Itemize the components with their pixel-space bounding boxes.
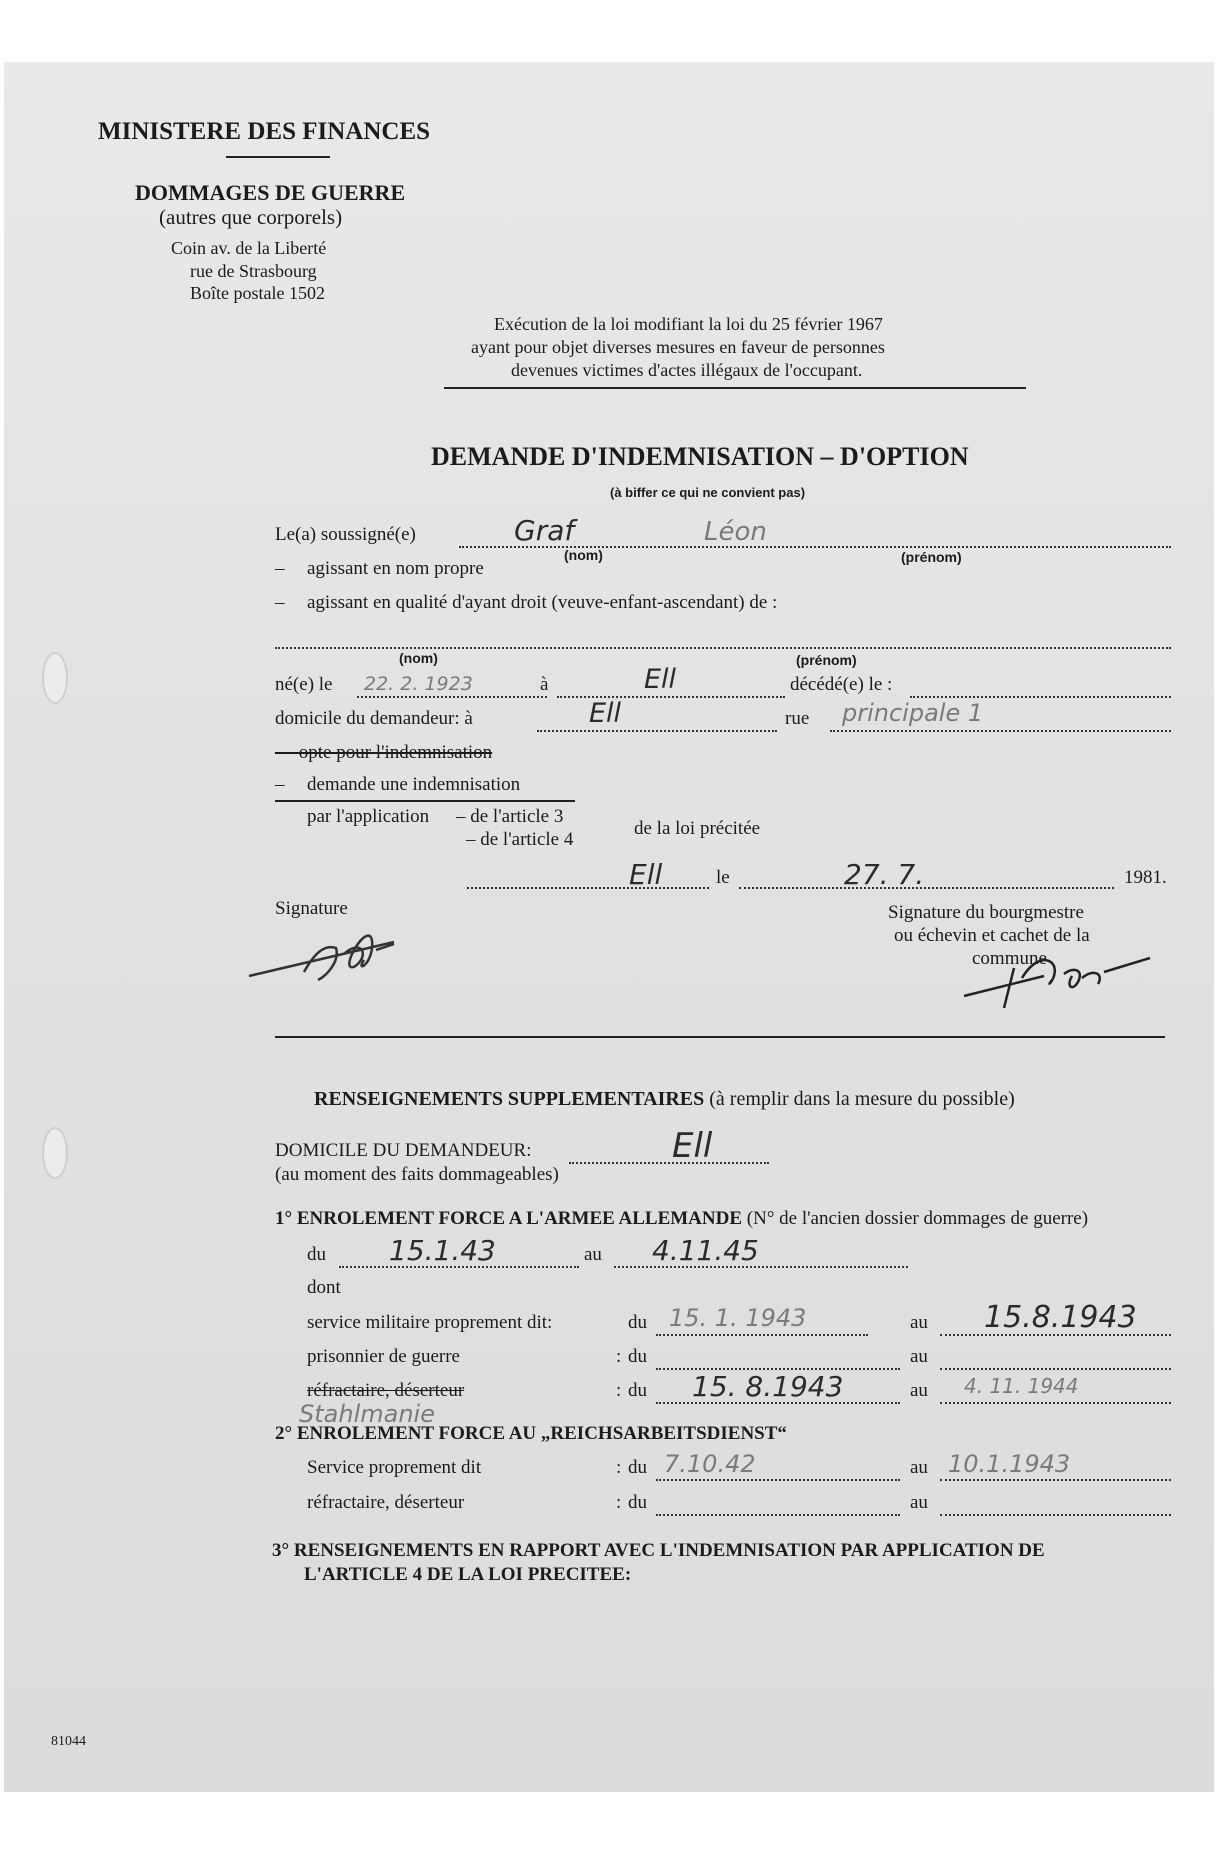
domicile-label: domicile du demandeur: à (275, 708, 473, 729)
domicile-value: Ell (589, 698, 622, 729)
ministry-title: MINISTERE DES FINANCES (98, 118, 431, 145)
section-3-title-1: RENSEIGNEMENTS EN RAPPORT AVEC L'INDEMNISATION PAR APPLICATION DE (293, 1540, 1045, 1561)
option-rightful-claimant: agissant en qualité d'ayant droit (veuve-enfant-ascendant) de : (307, 592, 778, 613)
form-title: DEMANDE D'INDEMNISATION – D'OPTION (431, 442, 969, 471)
domicile-line (537, 730, 777, 732)
rad-label: Service proprement dit (307, 1457, 482, 1478)
article-4: – de l'article 4 (466, 829, 574, 850)
option-struck: – opte pour l'indemnisation (275, 742, 493, 763)
mayor-label: commune (972, 948, 1047, 969)
born-date-line (357, 696, 547, 698)
military-du: du (628, 1312, 647, 1333)
rad-au: au (910, 1457, 928, 1478)
rad-deserter-to-line (940, 1514, 1171, 1516)
rad-deserter-label: réfractaire, déserteur (307, 1492, 465, 1513)
form-page: MINISTERE DES FINANCES DOMMAGES DE GUERRE (autres que corporels) Coin av. de la Liberté rue de Strasbourg Boîte postale 1502 Exécution de la loi modifiant la loi du 25 février 1967 ayant pour objet diverses mesures en faveur de personnes devenues victimes d'actes illégaux de l'occupant. DEMANDE D'INDEMNISATION – D'OPTION (à biffer ce qui ne convient pas) Le(a) soussigné(e) Graf Léon (nom) (prénom) – agissant en nom propre – agissant en qualité d'ayant droit (veuve-enfant-ascendant) de : (nom) (prénom) né(e) le 22. 2. 1923 à Ell décédé(e) le : domicile du demandeur: à Ell rue principale 1 – opte pour l'indemnisation – demande une indemnisation par l'application – de l'article 3 – de l'article 4 de la loi précitée Ell le 27. 7. 1981. Signature Signature du bourgmestre ou échevin et cachet de la commune RENSEIGNEMENTS SUPPLEMENTAIRES (à remplir dans la mesure du possible) DOMICILE DU DEMANDEUR: Ell (au moment des faits dommageables) 1° ENROLEMENT FORCE A L'ARMEE ALLEMANDE (N° de l'ancien dossier dommages de guerre) du 15.1.43 au 4.11.45 dont service militaire proprement dit: du 15. 1. 1943 au 15.8.1943 prisonnier de guerre : du au réfractaire, déserteur : du 15. 8.1943 au 4. 11. 1944 Stahlmanie 2° ENROLEMENT FORCE AU „REICHSARBEITSDIENST“ Service proprement dit : du 7.10.42 au 10.1.1943 réfractaire, déserteur : du au 3° RENSEIGNEMENTS EN RAPPORT AVEC L'INDEMNISATION PAR APPLICATION DE L'ARTICLE 4 DE LA LOI PRECITEE: 81044 (4, 62, 1214, 1792)
supplementary-title: RENSEIGNEMENTS SUPPLEMENTAIRES (314, 1088, 705, 1110)
application-label: par l'application (307, 806, 430, 827)
section-3-number: 3° (272, 1540, 290, 1561)
military-label: service militaire proprement dit: (307, 1312, 553, 1333)
deserter-du: du (628, 1380, 647, 1401)
section-1-title: ENROLEMENT FORCE A L'ARMEE ALLEMANDE (296, 1208, 743, 1229)
option-struck-text: opte pour l'indemnisation (298, 742, 493, 763)
applicant-firstname-value: Léon (704, 517, 767, 547)
mayor-signature (954, 938, 1154, 1018)
title-note: (à biffer ce qui ne convient pas) (610, 485, 806, 500)
handwritten-note: Stahlmanie (299, 1400, 435, 1428)
born-place-value: Ell (644, 664, 677, 695)
du-label: du (307, 1244, 326, 1265)
address-line: Boîte postale 1502 (190, 283, 325, 303)
request-underline (275, 800, 575, 802)
military-to-value: 15.8.1943 (984, 1300, 1137, 1335)
signature-label: Signature (275, 898, 348, 919)
form-code: 81044 (51, 1734, 86, 1749)
place-line (467, 887, 709, 889)
preamble-rule (444, 387, 1026, 389)
rad-deserter-from-line (656, 1514, 900, 1516)
street-label: rue (785, 708, 810, 729)
applicant-name-value: Graf (514, 514, 575, 547)
prenom-caption-2: (prénom) (796, 652, 857, 668)
option-own-name: agissant en nom propre (307, 558, 484, 579)
domicile-facts-label: DOMICILE DU DEMANDEUR: (275, 1140, 532, 1161)
street-line (830, 730, 1171, 732)
domicile-facts-value: Ell (672, 1126, 713, 1166)
pow-label: prisonnier de guerre (307, 1346, 460, 1367)
rad-du: du (628, 1457, 647, 1478)
rad-deserter-au: au (910, 1492, 928, 1513)
domicile-facts-line (569, 1162, 769, 1164)
section-2-number: 2° (275, 1423, 293, 1444)
rad-deserter-du: du (628, 1492, 647, 1513)
domicile-facts-note: (au moment des faits dommageables) (275, 1164, 559, 1185)
preamble-line: devenues victimes d'actes illégaux de l'occupant. (511, 360, 863, 380)
section-2-title: ENROLEMENT FORCE AU „REICHSARBEITSDIENST“ (296, 1423, 787, 1444)
date-line (739, 887, 1114, 889)
signing-date: 27. 7. (844, 858, 925, 891)
supplementary-heading (314, 1088, 1015, 1111)
address-line: Coin av. de la Liberté (171, 238, 327, 258)
born-date-value: 22. 2. 1923 (364, 673, 473, 695)
died-line (910, 696, 1171, 698)
section-1-heading (275, 1208, 1088, 1230)
deserter-label: réfractaire, déserteur (307, 1380, 465, 1401)
street-value: principale 1 (842, 699, 984, 727)
rad-from-value: 7.10.42 (664, 1450, 756, 1478)
punch-hole (42, 652, 68, 704)
deserter-from-value: 15. 8.1943 (692, 1370, 844, 1403)
born-label: né(e) le (275, 674, 333, 695)
address-line: rue de Strasbourg (190, 261, 317, 281)
supplementary-note: (à remplir dans la mesure du possible) (709, 1088, 1015, 1110)
military-from-value: 15. 1. 1943 (669, 1304, 807, 1332)
applicant-signature (244, 914, 424, 994)
deserter-to-line (940, 1402, 1171, 1404)
option-request: demande une indemnisation (307, 774, 521, 795)
mayor-label: ou échevin et cachet de la (894, 925, 1090, 946)
rad-to-value: 10.1.1943 (948, 1450, 1071, 1478)
rad-to-line (940, 1479, 1171, 1481)
signing-place: Ell (629, 858, 663, 891)
section-3-title-2: L'ARTICLE 4 DE LA LOI PRECITEE: (304, 1564, 632, 1585)
nom-caption: (nom) (564, 547, 603, 563)
law-reference: de la loi précitée (634, 818, 761, 839)
section-3-heading (272, 1540, 1045, 1562)
deserter-to-value: 4. 11. 1944 (964, 1374, 1079, 1398)
military-au: au (910, 1312, 928, 1333)
punch-hole (42, 1127, 68, 1179)
section-2-heading (275, 1423, 787, 1445)
s1-from-value: 15.1.43 (389, 1234, 496, 1267)
preamble-line: ayant pour objet diverses mesures en faveur de personnes (471, 337, 885, 357)
s1-to-value: 4.11.45 (652, 1234, 759, 1267)
deserter-au: au (910, 1380, 928, 1401)
signing-year: 1981. (1124, 867, 1167, 888)
article-3: – de l'article 3 (456, 806, 564, 827)
department-subtitle: (autres que corporels) (159, 205, 343, 229)
pow-to-line (940, 1368, 1171, 1370)
military-from-line (656, 1334, 868, 1336)
au-label: au (584, 1244, 602, 1265)
nom-caption-2: (nom) (399, 650, 438, 666)
prenom-caption: (prénom) (901, 549, 962, 565)
applicant-label: Le(a) soussigné(e) (275, 524, 416, 545)
section-divider (275, 1036, 1165, 1038)
rad-from-line (656, 1479, 900, 1481)
pow-au: au (910, 1346, 928, 1367)
mayor-label: Signature du bourgmestre (888, 902, 1084, 923)
born-at-label: à (540, 674, 549, 695)
le-label: le (716, 867, 730, 888)
preamble-line: Exécution de la loi modifiant la loi du 25 février 1967 (494, 314, 883, 334)
died-label: décédé(e) le : (790, 674, 893, 695)
department-title: DOMMAGES DE GUERRE (135, 180, 406, 205)
section-1-note: (N° de l'ancien dossier dommages de guerre) (746, 1208, 1089, 1229)
section-1-number: 1° (275, 1208, 293, 1229)
pow-du: du (628, 1346, 647, 1367)
dont-label: dont (307, 1277, 341, 1298)
claimant-dotted-line (275, 647, 1171, 649)
header-divider (226, 156, 330, 158)
